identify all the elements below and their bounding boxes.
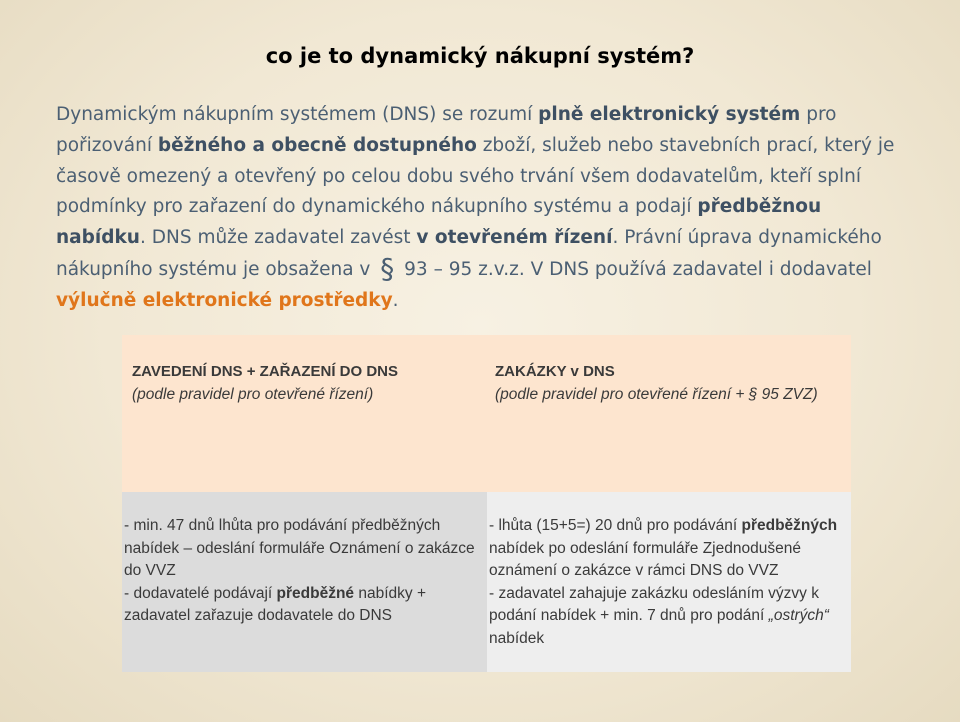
intro-highlight-electronic-means: výlučně elektronické prostředky — [56, 289, 393, 311]
right-header-subtitle: (podle pravidel pro otevřené řízení + § 95 ZVZ) — [495, 386, 818, 403]
left-body-cell — [122, 492, 487, 672]
right-body-span: nabídek po odeslání formuláře Zjednodušené oznámení o zakázce v rámci DNS do VVZ — [489, 539, 801, 580]
left-body-span: nabídky + zadavatel zařazuje dodavatele do DNS — [124, 584, 426, 625]
intro-text: pro pořizování — [56, 104, 837, 156]
left-body-span: - dodavatelé podávají — [124, 584, 277, 602]
left-header-subtitle: (podle pravidel pro otevřené řízení) — [132, 386, 374, 403]
paragraph-sign: § — [380, 251, 395, 285]
right-body-cell — [487, 492, 851, 672]
intro-bold-preliminary-offer: předběžnou nabídku — [56, 196, 822, 249]
slide-title: co je to dynamický nákupní systém? — [265, 44, 695, 68]
right-body-text-1 — [489, 515, 849, 583]
intro-text: 93 – 95 z.v.z. V DNS používá zadavatel i dodavatel — [398, 258, 872, 280]
right-header-cell — [487, 335, 851, 492]
left-header-title: ZAVEDENÍ DNS + ZAŘAZENÍ DO DNS — [132, 363, 398, 380]
left-header-cell — [122, 335, 487, 492]
intro-bold-fully-electronic: plně elektronický systém — [538, 104, 801, 125]
right-body-span: nabídek — [489, 629, 545, 647]
left-body-text-2 — [124, 583, 485, 628]
intro-text: . Právní úprava dynamického nákupního systému je obsažena v — [56, 227, 882, 280]
left-body-text-1: - min. 47 dnů lhůta pro podávání předběžných nabídek – odeslání formuláře Oznámení o zakázce do VVZ — [124, 517, 475, 580]
intro-bold-common: běžného a obecně dostupného — [157, 134, 477, 156]
intro-paragraph — [56, 100, 906, 317]
right-body-text-2 — [489, 583, 849, 651]
right-body-span: - lhůta (15+5=) 20 dnů pro podávání — [489, 517, 742, 534]
right-header-title: ZAKÁZKY v DNS — [495, 363, 615, 380]
intro-text: Dynamickým nákupním systémem (DNS) se rozumí — [56, 104, 539, 125]
left-body-bold: předběžné — [276, 584, 355, 602]
right-body-italic: „ostrých“ — [768, 607, 829, 625]
right-body-span: - zadavatel zahajuje zakázku odesláním výzvy k podání nabídek + min. 7 dnů pro podání — [489, 584, 819, 625]
intro-text: . DNS může zadavatel zavést — [139, 227, 417, 249]
intro-bold-open-procedure: v otevřeném řízení — [416, 227, 613, 249]
right-body-bold: předběžných — [741, 517, 838, 534]
intro-text: . — [392, 289, 399, 311]
intro-text: zboží, služeb nebo stavebních prací, který je časově omezený a otevřený po celou dobu svého trvání všem dodavatelům, kteří splní podmínky pro zařazení do dynamického nákupního systému a podají — [56, 134, 895, 218]
